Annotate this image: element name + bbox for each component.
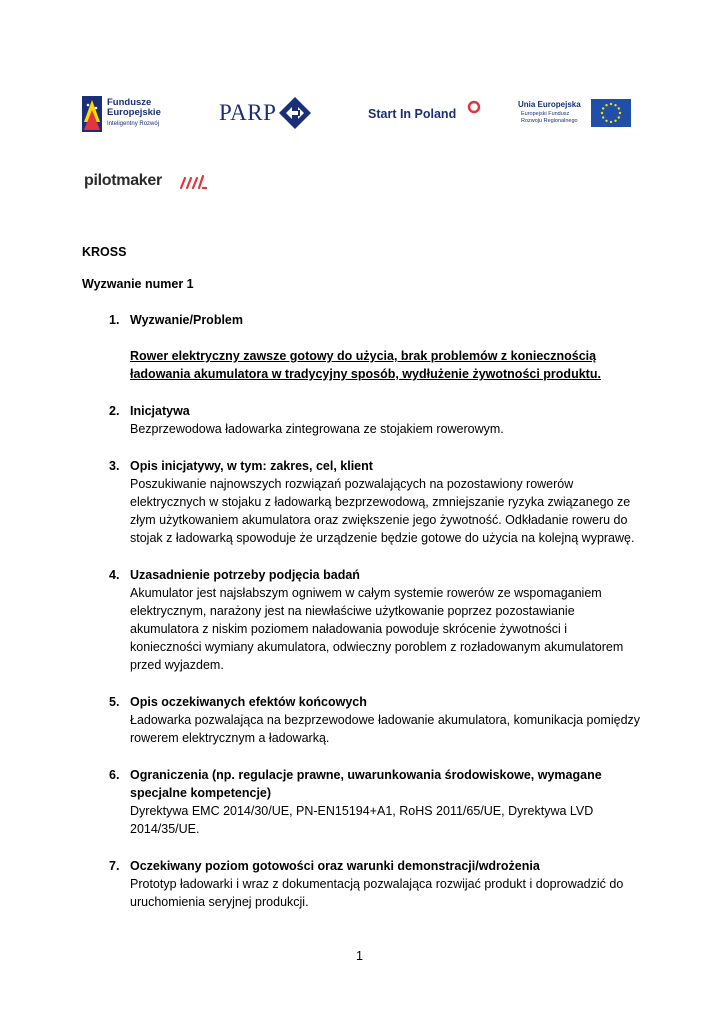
section-title: Opis oczekiwanych efektów końcowych <box>130 695 367 709</box>
fe-wordmark <box>107 98 161 129</box>
pilotmaker-wordmark: pilotmaker <box>84 172 162 189</box>
section-text: Akumulator jest najsłabszym ogniwem w całym systemie rowerów ze wspomaganiem elektrycznym, narażony jest na niewłaściwe użytkowanie poprzez pozostawianie akumulatora z niskim poziomem naładowania powoduje skrócenie żywotności i konieczności wymiany akumulatora, odwieczny poroblem z rozładowanym akumulatorem przed wyjazdem. <box>130 586 624 672</box>
parp-arrows-icon <box>278 96 312 130</box>
ue-wordmark <box>518 100 581 124</box>
unia-europejska-logo <box>518 98 638 132</box>
section-title: Uzasadnienie potrzeby podjęcia badań <box>130 568 360 582</box>
pilotmaker-logo <box>84 171 224 195</box>
company-name: KROSS <box>82 245 127 259</box>
pilotmaker-bars-icon <box>179 174 207 190</box>
logo-bar <box>82 92 642 136</box>
section-6 <box>82 766 642 838</box>
section-title: Opis inicjatywy, w tym: zakres, cel, klient <box>130 459 373 473</box>
sip-ring-icon <box>467 100 481 114</box>
section-title: Ograniczenia (np. regulacje prawne, uwarunkowania środowiskowe, wymagane specjalne kompetencje) <box>130 768 602 800</box>
section-4 <box>82 566 642 674</box>
section-text: Prototyp ładowarki i wraz z dokumentacją pozwalająca rozwijać produkt i doprowadzić do uruchomienia seryjnej produkcji. <box>130 877 624 909</box>
section-number: 2. <box>109 404 120 418</box>
parp-logo <box>219 96 319 132</box>
fe-line2: Europejskie <box>107 107 161 118</box>
ue-sub1: Europejski Fundusz <box>521 111 570 117</box>
section-number: 4. <box>109 568 120 582</box>
section-text: Dyrektywa EMC 2014/30/UE, PN-EN15194+A1, RoHS 2011/65/UE, Dyrektywa LVD 2014/35/UE. <box>130 804 594 836</box>
section-text: Ładowarka pozwalająca na bezprzewodowe ładowanie akumulatora, komunikacja pomiędzy rowerem elektrycznym a ładowarką. <box>130 713 641 745</box>
section-number: 1. <box>109 313 120 327</box>
section-5 <box>82 693 642 747</box>
challenge-number: Wyzwanie numer 1 <box>82 277 194 291</box>
section-number: 3. <box>109 459 120 473</box>
sip-wordmark: Start In Poland <box>368 107 457 121</box>
ue-sub2: Rozwoju Regionalnego <box>521 117 578 124</box>
fe-line1: Fundusze <box>107 97 152 108</box>
section-2 <box>82 402 642 438</box>
section-7 <box>82 857 642 911</box>
section-title: Oczekiwany poziom gotowości oraz warunki demonstracji/wdrożenia <box>130 859 540 873</box>
section-text: Poszukiwanie najnowszych rozwiązań pozwalających na pozostawiony rowerów elektrycznych w stojaku z ładowarką bezprzewodową, zmniejszanie ryzyka związanego ze złym użytkowaniem akumulatora oraz zwiększenie jego żywotność. Odkładanie roweru do stojak z ładowarką spowoduje że urządzenie będzie gotowe do użycia na kolejną wyprawę. <box>130 477 635 545</box>
parp-wordmark: PARP <box>219 100 277 125</box>
start-in-poland-logo <box>368 100 488 130</box>
section-title: Wyzwanie/Problem <box>130 313 243 327</box>
ue-line1: Unia Europejska <box>518 100 581 109</box>
section-number: 7. <box>109 859 120 873</box>
fundusze-europejskie-logo <box>82 94 182 134</box>
section-title: Inicjatywa <box>130 404 190 418</box>
section-3 <box>82 457 642 547</box>
section-text: Bezprzewodowa ładowarka zintegrowana ze stojakiem rowerowym. <box>130 422 504 436</box>
section-1 <box>82 311 642 383</box>
document-body <box>82 243 642 911</box>
section-number: 6. <box>109 768 120 782</box>
fe-subtitle: Inteligentny Rozwój <box>107 121 160 127</box>
eu-flag-icon <box>591 99 631 127</box>
page-number: 1 <box>356 949 363 963</box>
fe-flag-icon <box>82 96 102 132</box>
section-text: Rower elektryczny zawsze gotowy do użycia, brak problemów z koniecznością ładowania akumulatora w tradycyjny sposób, wydłużenie żywotności produktu. <box>130 349 601 381</box>
section-number: 5. <box>109 695 120 709</box>
